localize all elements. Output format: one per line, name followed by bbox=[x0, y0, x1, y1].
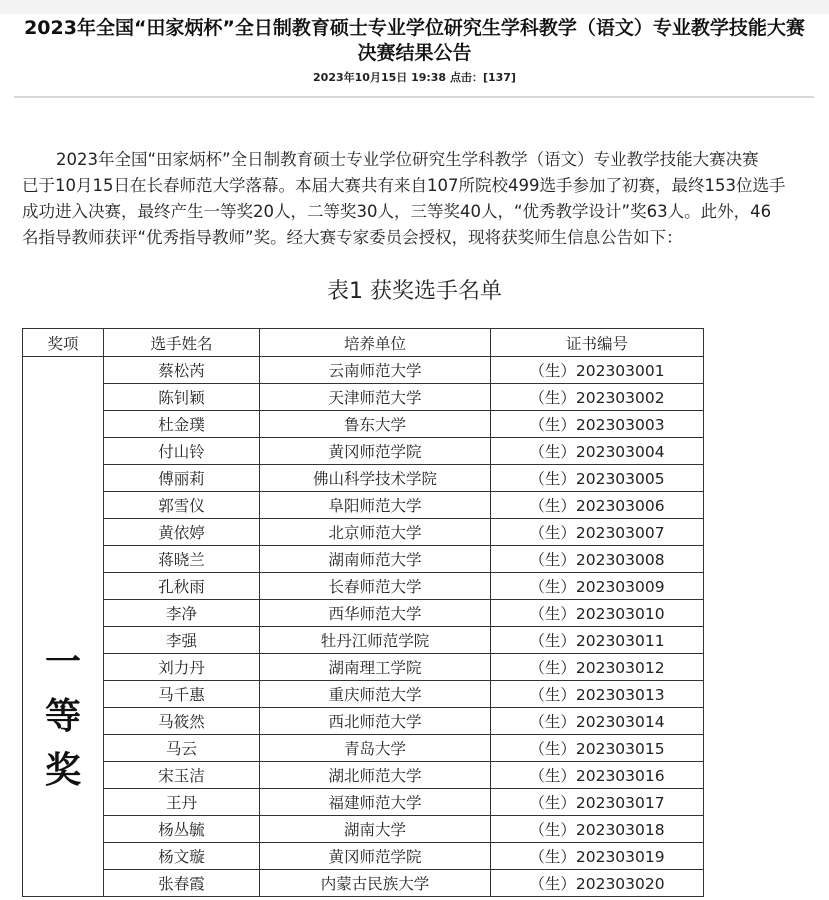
name-cell: 李净 bbox=[104, 600, 260, 627]
cert-cell: （生）202303011 bbox=[491, 627, 704, 654]
title-line-1: 2023年全国“田家炳杯”全日制教育硕士专业学位研究生学科教学（语文）专业教学技能大赛 bbox=[24, 17, 805, 39]
table-caption: 表1 获奖选手名单 bbox=[327, 279, 502, 304]
intro-paragraph bbox=[22, 147, 812, 251]
table-row bbox=[23, 708, 704, 735]
divider bbox=[14, 96, 814, 98]
unit-cell: 阜阳师范大学 bbox=[260, 492, 491, 519]
cert-cell: （生）202303014 bbox=[491, 708, 704, 735]
cert-cell: （生）202303009 bbox=[491, 573, 704, 600]
cert-cell: （生）202303002 bbox=[491, 384, 704, 411]
cert-cell: （生）202303007 bbox=[491, 519, 704, 546]
name-cell: 张春霞 bbox=[104, 870, 260, 897]
unit-cell: 湖北师范大学 bbox=[260, 762, 491, 789]
award-char: 奖 bbox=[44, 749, 81, 791]
table-row bbox=[23, 681, 704, 708]
name-cell: 孔秋雨 bbox=[104, 573, 260, 600]
name-cell: 付山铃 bbox=[104, 438, 260, 465]
cert-cell: （生）202303012 bbox=[491, 654, 704, 681]
cert-cell: （生）202303016 bbox=[491, 762, 704, 789]
name-cell: 黄依婷 bbox=[104, 519, 260, 546]
name-cell: 王丹 bbox=[104, 789, 260, 816]
name-cell: 马云 bbox=[104, 735, 260, 762]
name-cell: 杜金璞 bbox=[104, 411, 260, 438]
unit-cell: 青岛大学 bbox=[260, 735, 491, 762]
table-row bbox=[23, 843, 704, 870]
name-cell: 马筱然 bbox=[104, 708, 260, 735]
unit-cell: 西华师范大学 bbox=[260, 600, 491, 627]
cert-cell: （生）202303013 bbox=[491, 681, 704, 708]
article-meta bbox=[0, 69, 829, 85]
cert-cell: （生）202303006 bbox=[491, 492, 704, 519]
name-cell: 宋玉洁 bbox=[104, 762, 260, 789]
table-row bbox=[23, 384, 704, 411]
unit-cell: 佛山科学技术学院 bbox=[260, 465, 491, 492]
header-unit: 培养单位 bbox=[260, 329, 491, 357]
name-cell: 陈钊颖 bbox=[104, 384, 260, 411]
award-char: 等 bbox=[44, 695, 81, 737]
unit-cell: 湖南大学 bbox=[260, 816, 491, 843]
header-award: 奖项 bbox=[23, 329, 104, 357]
cert-cell: （生）202303001 bbox=[491, 357, 704, 384]
header-name: 选手姓名 bbox=[104, 329, 260, 357]
paragraph-line: 名指导教师获评“优秀指导教师”奖。经大赛专家委员会授权，现将获奖师生信息公告如下： bbox=[22, 228, 683, 247]
unit-cell: 湖南师范大学 bbox=[260, 546, 491, 573]
name-cell: 杨文璇 bbox=[104, 843, 260, 870]
table-row bbox=[23, 816, 704, 843]
winners-table bbox=[22, 328, 704, 897]
name-cell: 马千惠 bbox=[104, 681, 260, 708]
unit-cell: 鲁东大学 bbox=[260, 411, 491, 438]
unit-cell: 福建师范大学 bbox=[260, 789, 491, 816]
table-header-row bbox=[23, 329, 704, 357]
table-row bbox=[23, 357, 704, 384]
unit-cell: 西北师范大学 bbox=[260, 708, 491, 735]
name-cell: 李强 bbox=[104, 627, 260, 654]
unit-cell: 牡丹江师范学院 bbox=[260, 627, 491, 654]
title-line-2: 决赛结果公告 bbox=[357, 42, 472, 64]
header-cert: 证书编号 bbox=[491, 329, 704, 357]
name-cell: 蒋晓兰 bbox=[104, 546, 260, 573]
unit-cell: 云南师范大学 bbox=[260, 357, 491, 384]
cert-cell: （生）202303003 bbox=[491, 411, 704, 438]
publish-date: 2023年10月15日 19:38 bbox=[313, 71, 447, 84]
cert-cell: （生）202303010 bbox=[491, 600, 704, 627]
cert-cell: （生）202303015 bbox=[491, 735, 704, 762]
award-char: 一 bbox=[44, 641, 81, 683]
table-row bbox=[23, 762, 704, 789]
table-row bbox=[23, 438, 704, 465]
name-cell: 蔡松芮 bbox=[104, 357, 260, 384]
table-row bbox=[23, 465, 704, 492]
table-row bbox=[23, 519, 704, 546]
table-row bbox=[23, 789, 704, 816]
cert-cell: （生）202303018 bbox=[491, 816, 704, 843]
table-row bbox=[23, 627, 704, 654]
page-title bbox=[0, 16, 829, 66]
table-row bbox=[23, 870, 704, 897]
table-row bbox=[23, 411, 704, 438]
award-cell bbox=[23, 357, 104, 897]
table-row bbox=[23, 735, 704, 762]
clicks-label: 点击： bbox=[449, 71, 483, 84]
table-row bbox=[23, 654, 704, 681]
table-row bbox=[23, 546, 704, 573]
unit-cell: 长春师范大学 bbox=[260, 573, 491, 600]
unit-cell: 天津师范大学 bbox=[260, 384, 491, 411]
cert-cell: （生）202303004 bbox=[491, 438, 704, 465]
cert-cell: （生）202303020 bbox=[491, 870, 704, 897]
cert-cell: （生）202303019 bbox=[491, 843, 704, 870]
paragraph-line: 成功进入决赛，最终产生一等奖20人，二等奖30人，三等奖40人，“优秀教学设计”奖63人。此外，46 bbox=[22, 202, 772, 221]
name-cell: 刘力丹 bbox=[104, 654, 260, 681]
cert-cell: （生）202303005 bbox=[491, 465, 704, 492]
paragraph-line: 2023年全国“田家炳杯”全日制教育硕士专业学位研究生学科教学（语文）专业教学技能大赛决赛 bbox=[56, 150, 759, 169]
top-bar bbox=[0, 0, 829, 14]
unit-cell: 内蒙古民族大学 bbox=[260, 870, 491, 897]
unit-cell: 湖南理工学院 bbox=[260, 654, 491, 681]
name-cell: 郭雪仪 bbox=[104, 492, 260, 519]
unit-cell: 北京师范大学 bbox=[260, 519, 491, 546]
unit-cell: 黄冈师范学院 bbox=[260, 843, 491, 870]
table-row bbox=[23, 600, 704, 627]
name-cell: 杨丛毓 bbox=[104, 816, 260, 843]
name-cell: 傅丽莉 bbox=[104, 465, 260, 492]
table-row bbox=[23, 492, 704, 519]
cert-cell: （生）202303017 bbox=[491, 789, 704, 816]
table-row bbox=[23, 573, 704, 600]
unit-cell: 黄冈师范学院 bbox=[260, 438, 491, 465]
unit-cell: 重庆师范大学 bbox=[260, 681, 491, 708]
cert-cell: （生）202303008 bbox=[491, 546, 704, 573]
paragraph-line: 已于10月15日在长春师范大学落幕。本届大赛共有来自107所院校499选手参加了初赛，最终153位选手 bbox=[22, 176, 786, 195]
click-count: [137] bbox=[482, 71, 516, 84]
